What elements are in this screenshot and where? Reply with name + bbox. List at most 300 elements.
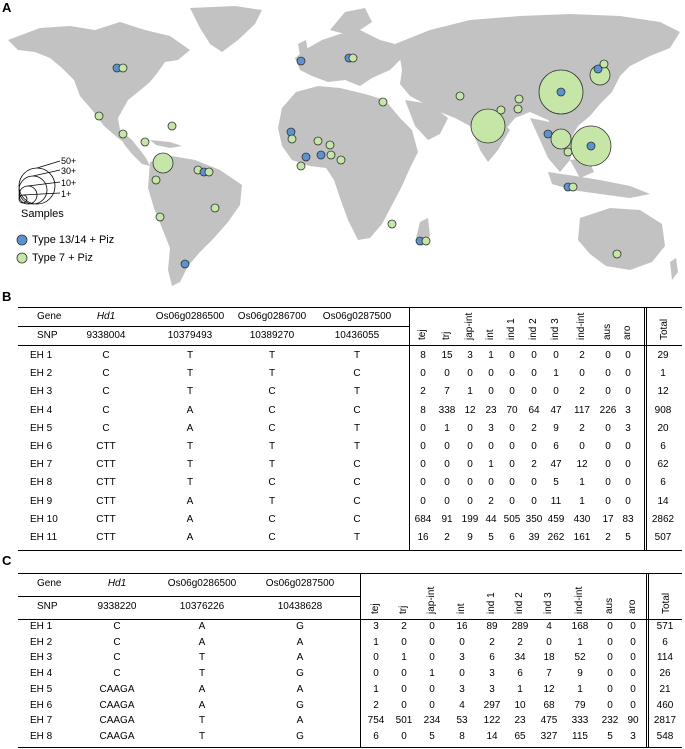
allele-cell: CAAGA (99, 699, 135, 711)
world-map (0, 0, 685, 290)
count-cell: 505 (503, 513, 521, 525)
group-header-ind-3: ind 3 (550, 318, 561, 340)
allele-cell: C (113, 636, 121, 648)
count-cell: 0 (401, 730, 407, 742)
size-label-30: 30+ (61, 166, 77, 176)
count-cell: 17 (602, 513, 614, 525)
count-cell: 0 (553, 386, 559, 398)
count-cell: 0 (488, 441, 494, 452)
count-cell: 327 (540, 730, 558, 742)
total-cell: 548 (656, 730, 674, 742)
allele-cell: CTT (96, 495, 116, 507)
marker (95, 112, 103, 120)
panel-c-letter: C (2, 553, 12, 568)
marker (168, 122, 176, 130)
allele-cell: CTT (96, 477, 116, 489)
count-cell: 2 (444, 532, 450, 543)
count-cell: 0 (420, 422, 426, 434)
count-cell: 0 (625, 386, 631, 398)
count-cell: 0 (444, 441, 450, 452)
count-cell: 89 (486, 621, 498, 632)
count-cell: 1 (553, 368, 559, 380)
count-cell: 9 (577, 668, 583, 680)
new-zealand (670, 258, 678, 280)
allele-cell: T (186, 441, 194, 452)
count-cell: 1 (429, 668, 435, 680)
rule (18, 307, 682, 308)
total-cell: 12 (657, 386, 669, 398)
allele-cell: CTT (96, 459, 116, 471)
marker (514, 105, 522, 113)
allele-cell: A (198, 621, 206, 632)
allele-cell: T (268, 368, 276, 380)
count-cell: 1 (373, 636, 379, 648)
count-cell: 115 (572, 730, 588, 742)
allele-cell: C (113, 621, 121, 632)
allele-cell: T (186, 368, 194, 380)
count-cell: 430 (573, 513, 591, 525)
count-cell: 0 (605, 441, 611, 452)
count-cell: 0 (605, 495, 611, 507)
count-cell: 234 (423, 715, 441, 727)
group-header-aro: aro (622, 325, 633, 340)
count-cell: 12 (464, 404, 476, 416)
count-cell: 1 (444, 422, 450, 434)
count-cell: 9 (467, 532, 473, 543)
count-cell: 0 (467, 422, 473, 434)
count-cell: 90 (627, 715, 639, 727)
total-cell: 571 (656, 621, 674, 632)
count-cell: 44 (485, 513, 497, 525)
row-label: EH 6 (30, 441, 53, 452)
marker (497, 106, 505, 114)
count-cell: 0 (625, 459, 631, 471)
count-cell: 4 (546, 621, 552, 632)
size-label-10: 10+ (61, 178, 77, 188)
row-label: EH 3 (30, 386, 53, 398)
count-cell: 117 (574, 404, 590, 416)
group-header-int: int (485, 329, 496, 340)
count-cell: 70 (506, 404, 518, 416)
count-cell: 3 (489, 668, 495, 680)
count-cell: 2 (489, 636, 495, 648)
count-cell: 5 (553, 477, 559, 489)
count-cell: 0 (509, 368, 515, 380)
count-cell: 7 (546, 668, 552, 680)
count-cell: 0 (467, 368, 473, 380)
count-cell: 14 (486, 730, 498, 742)
marker (388, 220, 396, 228)
rule (18, 326, 409, 327)
count-cell: 0 (444, 459, 450, 471)
count-cell: 0 (607, 699, 613, 711)
count-cell: 2 (420, 386, 426, 398)
allele-cell: T (353, 532, 361, 543)
marker (587, 142, 595, 150)
count-cell: 0 (630, 636, 636, 648)
type1-legend-icon (17, 235, 27, 245)
count-cell: 11 (550, 495, 562, 507)
count-cell: 0 (630, 683, 636, 695)
count-cell: 0 (429, 683, 435, 695)
count-cell: 3 (459, 652, 465, 664)
group-header-trj: trj (441, 331, 452, 340)
row-label: EH 5 (30, 683, 53, 695)
allele-cell: A (186, 513, 194, 525)
allele-cell: C (353, 459, 361, 471)
group-header-ind-3: ind 3 (543, 592, 554, 614)
total-header: Total (659, 318, 670, 340)
count-cell: 0 (531, 350, 537, 361)
count-cell: 0 (373, 652, 379, 664)
rule (18, 345, 682, 346)
row-label: EH 3 (30, 652, 53, 664)
count-cell: 1 (579, 477, 585, 489)
total-cell: 2862 (651, 513, 675, 525)
hd1-header: Hd1 (107, 578, 127, 589)
allele-cell: T (186, 350, 194, 361)
allele-cell: C (102, 386, 110, 398)
count-cell: 18 (543, 652, 555, 664)
count-cell: 0 (429, 652, 435, 664)
count-cell: 3 (625, 422, 631, 434)
count-cell: 3 (489, 683, 495, 695)
group-header-tej: tej (417, 329, 428, 340)
count-cell: 8 (459, 730, 465, 742)
count-cell: 0 (429, 699, 435, 711)
group-header-jap-int: jap-int (464, 312, 475, 340)
allele-cell: T (353, 386, 361, 398)
row-label: EH 11 (30, 532, 58, 543)
marker (551, 129, 571, 149)
group-header-ind-1: ind 1 (506, 318, 517, 340)
south-america (148, 156, 242, 286)
rule (18, 573, 682, 574)
count-cell: 47 (550, 459, 562, 471)
group-header-ind-2: ind 2 (528, 318, 539, 340)
row-label: EH 4 (30, 668, 53, 680)
count-cell: 0 (531, 386, 537, 398)
count-cell: 0 (444, 477, 450, 489)
count-cell: 161 (573, 532, 591, 543)
count-cell: 0 (607, 683, 613, 695)
rule (646, 307, 647, 550)
hd1-header: Hd1 (96, 311, 116, 322)
count-cell: 0 (401, 636, 407, 648)
marker (557, 88, 565, 96)
allele-cell: C (268, 477, 276, 489)
type1-label: Type 13/14 + Piz (32, 234, 115, 246)
count-cell: 168 (571, 621, 589, 632)
allele-cell: A (296, 652, 304, 664)
count-cell: 0 (607, 636, 613, 648)
count-cell: 0 (630, 699, 636, 711)
count-cell: 5 (429, 730, 435, 742)
count-cell: 3 (373, 621, 379, 632)
count-cell: 0 (531, 441, 537, 452)
marker (515, 95, 523, 103)
count-cell: 53 (456, 715, 468, 727)
allele-cell: G (296, 621, 304, 632)
count-cell: 0 (605, 386, 611, 398)
count-cell: 475 (540, 715, 558, 727)
indonesia (548, 172, 650, 198)
count-cell: 5 (488, 532, 494, 543)
count-cell: 0 (429, 636, 435, 648)
count-cell: 2 (531, 422, 537, 434)
row-label: EH 6 (30, 699, 53, 711)
marker (314, 137, 322, 145)
allele-cell: A (198, 683, 206, 695)
count-cell: 0 (444, 495, 450, 507)
allele-cell: T (198, 652, 206, 664)
rule (18, 619, 682, 620)
count-cell: 2 (605, 532, 611, 543)
allele-cell: T (186, 386, 194, 398)
count-cell: 1 (488, 459, 494, 471)
count-cell: 0 (579, 368, 585, 380)
rule (360, 573, 361, 747)
count-cell: 501 (395, 715, 413, 727)
rule (648, 573, 649, 747)
allele-cell: C (268, 404, 276, 416)
count-cell: 0 (579, 441, 585, 452)
count-cell: 1 (401, 652, 407, 664)
marker (119, 130, 127, 138)
count-cell: 3 (488, 422, 494, 434)
total-cell: 908 (654, 404, 672, 416)
marker (156, 213, 164, 221)
group-header-ind-2: ind 2 (514, 592, 525, 614)
size-legend (19, 161, 60, 204)
total-cell: 6 (660, 477, 666, 489)
allele-cell: CTT (96, 513, 116, 525)
size-label-50: 50+ (61, 156, 77, 166)
count-cell: 2 (531, 459, 537, 471)
count-cell: 0 (531, 368, 537, 380)
allele-cell: C (268, 422, 276, 434)
allele-cell: A (186, 422, 194, 434)
count-cell: 47 (550, 404, 562, 416)
allele-cell: CTT (96, 441, 116, 452)
row-label: EH 2 (30, 368, 53, 380)
allele-cell: C (353, 495, 361, 507)
allele-cell: A (198, 636, 206, 648)
count-cell: 0 (531, 495, 537, 507)
group-header-aus: aus (602, 323, 613, 340)
allele-cell: A (186, 532, 194, 543)
count-cell: 91 (441, 513, 453, 525)
count-cell: 350 (525, 513, 543, 525)
allele-cell: C (353, 404, 361, 416)
north-america (8, 22, 190, 150)
row-label: EH 1 (30, 350, 53, 361)
allele-cell: G (296, 730, 304, 742)
count-cell: 0 (605, 350, 611, 361)
allele-cell: A (186, 404, 194, 416)
count-cell: 0 (420, 368, 426, 380)
allele-cell: T (198, 730, 206, 742)
allele-cell: C (102, 404, 110, 416)
group-header-ind-int: ind-int (574, 586, 585, 614)
snp2: 10389270 (249, 330, 295, 341)
allele-cell: C (102, 422, 110, 434)
count-cell: 0 (546, 636, 552, 648)
rule (18, 596, 360, 597)
row-label: EH 8 (30, 730, 53, 742)
count-cell: 1 (577, 683, 583, 695)
row-label: EH 5 (30, 422, 53, 434)
allele-cell: CAAGA (99, 683, 135, 695)
count-cell: 0 (420, 459, 426, 471)
allele-cell: CTT (96, 532, 116, 543)
marker (211, 204, 219, 212)
count-cell: 83 (622, 513, 634, 525)
scandinavia (330, 8, 372, 34)
count-cell: 5 (625, 532, 631, 543)
count-cell: 3 (459, 683, 465, 695)
row-label: EH 4 (30, 404, 53, 416)
count-cell: 0 (605, 368, 611, 380)
count-cell: 0 (467, 495, 473, 507)
allele-cell: T (353, 422, 361, 434)
count-cell: 0 (607, 668, 613, 680)
count-cell: 1 (577, 636, 583, 648)
marker (326, 141, 334, 149)
marker (181, 260, 189, 268)
count-cell: 0 (459, 636, 465, 648)
count-cell: 4 (459, 699, 465, 711)
allele-cell: T (353, 350, 361, 361)
marker (327, 151, 335, 159)
group-header-trj: trj (398, 605, 409, 614)
allele-cell: T (198, 715, 206, 727)
count-cell: 0 (444, 368, 450, 380)
count-cell: 52 (574, 652, 586, 664)
row-label: EH 7 (30, 459, 53, 471)
count-cell: 9 (553, 422, 559, 434)
allele-cell: C (353, 477, 361, 489)
count-cell: 0 (630, 652, 636, 664)
marker (297, 57, 305, 65)
gene2-header: Os06g0287500 (265, 578, 335, 589)
count-cell: 0 (401, 668, 407, 680)
marker (600, 60, 608, 68)
count-cell: 0 (509, 441, 515, 452)
count-cell: 0 (420, 495, 426, 507)
type2-legend-icon (17, 253, 27, 263)
count-cell: 2 (488, 495, 494, 507)
count-cell: 333 (571, 715, 589, 727)
count-cell: 0 (607, 621, 613, 632)
allele-cell: T (268, 495, 276, 507)
gene3-header: Os06g0287500 (322, 311, 392, 322)
count-cell: 0 (488, 477, 494, 489)
count-cell: 68 (543, 699, 555, 711)
count-cell: 3 (625, 404, 631, 416)
count-cell: 6 (517, 668, 523, 680)
allele-cell: C (268, 386, 276, 398)
snp1: 10379493 (167, 330, 213, 341)
rule (646, 573, 647, 747)
count-cell: 64 (528, 404, 540, 416)
count-cell: 16 (456, 621, 468, 632)
count-cell: 2 (517, 636, 523, 648)
marker (317, 151, 325, 159)
count-cell: 12 (543, 683, 555, 695)
allele-cell: C (268, 532, 276, 543)
gene1-header: Os06g0286500 (167, 578, 237, 589)
allele-cell: T (353, 441, 361, 452)
count-cell: 122 (483, 715, 501, 727)
greenland (190, 6, 262, 52)
count-cell: 289 (511, 621, 529, 632)
row-label: EH 9 (30, 495, 53, 507)
allele-cell: C (102, 368, 110, 380)
group-header-aro: aro (627, 599, 638, 614)
count-cell: 10 (514, 699, 526, 711)
caribbean (150, 140, 182, 148)
count-cell: 2 (373, 699, 379, 711)
count-cell: 1 (517, 683, 523, 695)
group-header-tej: tej (370, 603, 381, 614)
count-cell: 0 (509, 477, 515, 489)
count-cell: 1 (467, 386, 473, 398)
count-cell: 0 (625, 495, 631, 507)
count-cell: 297 (483, 699, 501, 711)
marker (302, 153, 310, 161)
gene2-header: Os06g0286700 (237, 311, 307, 322)
allele-cell: T (198, 668, 206, 680)
count-cell: 0 (553, 350, 559, 361)
marker (456, 92, 464, 100)
snp3: 10436055 (334, 330, 380, 341)
count-cell: 262 (547, 532, 565, 543)
allele-cell: G (296, 668, 304, 680)
snp2: 10438628 (277, 601, 323, 612)
marker (119, 64, 127, 72)
count-cell: 23 (485, 404, 497, 416)
count-cell: 0 (625, 477, 631, 489)
total-cell: 29 (657, 350, 669, 361)
marker (337, 156, 345, 164)
row-label: EH 7 (30, 715, 53, 727)
marker (613, 250, 621, 258)
total-cell: 460 (656, 699, 674, 711)
count-cell: 0 (467, 477, 473, 489)
snp-header: SNP (37, 601, 58, 612)
marker (153, 153, 173, 173)
count-cell: 1 (373, 683, 379, 695)
count-cell: 199 (461, 513, 479, 525)
allele-cell: C (113, 668, 121, 680)
count-cell: 7 (444, 386, 450, 398)
rule (644, 307, 645, 550)
total-cell: 6 (662, 636, 668, 648)
type2-label: Type 7 + Piz (32, 252, 93, 264)
count-cell: 0 (625, 368, 631, 380)
allele-cell: C (102, 350, 110, 361)
allele-cell: CAAGA (99, 730, 135, 742)
marker (297, 162, 305, 170)
rule (18, 747, 682, 748)
count-cell: 0 (605, 422, 611, 434)
count-cell: 0 (607, 652, 613, 664)
snp-header: SNP (37, 330, 58, 341)
snp1: 10376226 (179, 601, 225, 612)
count-cell: 0 (488, 368, 494, 380)
count-cell: 0 (605, 459, 611, 471)
